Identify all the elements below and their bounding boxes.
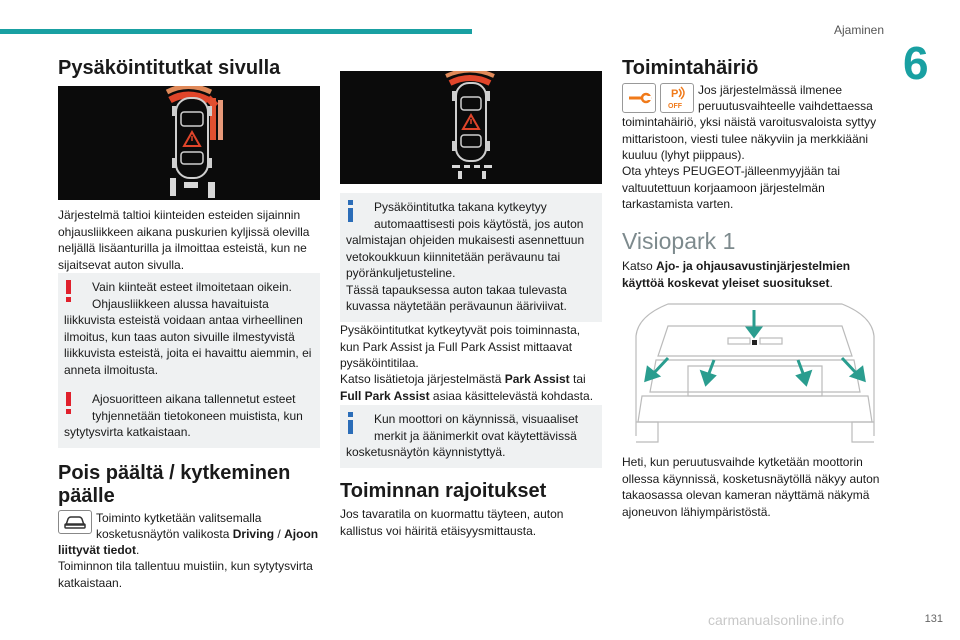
warning-box-1 xyxy=(58,273,320,385)
paragraph-visiopark: Heti, kun peruutusvaihde kytketään moottorin ollessa käynnissä, kosketusnäytöllä näkyy auton takaosassa olevan kameran näyttämä näkymä ajoneuvon lähiympäristöstä. xyxy=(622,455,880,519)
menu-driving: Driving xyxy=(232,527,275,541)
paragraph-intro: Järjestelmä taltioi kiinteiden esteiden sijainnin ohjausliikkeen aikana puskurien kyljissä olevilla neljällä lisäanturilla ja ilmoittaa esteistä, kun ne sijaitsevat auton sivulla. xyxy=(58,208,310,272)
full-park-assist-link: Full Park Assist xyxy=(340,388,430,403)
info-1-rest: valmistajan ohjeiden mukaisesti asennettuun vetokoukkuun kiinnitetään perävaunu tai pyöränkuljetusteline. xyxy=(346,233,585,280)
menu-ajoon-first-word: Ajoon xyxy=(284,527,319,541)
svg-text:P: P xyxy=(671,88,679,100)
warning-box-2 xyxy=(58,385,320,448)
section-title-malfunction: Toimintahäiriö xyxy=(622,57,759,79)
car-settings-icon xyxy=(58,510,92,534)
info-2-line-2: merkit ja äänimerkit ovat käytettävissä xyxy=(374,428,577,443)
park-assist-link: Park Assist xyxy=(504,372,570,386)
section-title-visiopark: Visiopark 1 xyxy=(622,228,736,254)
malfunction-line-2: peruutusvaihteelle vaihdettaessa xyxy=(698,99,873,113)
warning-2-line-1: Ajosuoritteen aikana tallennetut esteet xyxy=(92,392,296,406)
info-i-icon xyxy=(344,200,358,222)
park-sensor-off-icon xyxy=(660,83,694,113)
rear-sensors-illustration xyxy=(340,71,602,184)
info-1-line-1: Pysäköintitutka takana kytkeytyy xyxy=(374,200,547,214)
paragraph-park-assist-ref: Katso lisätietoja järjestelmästä Park Assist tai Full Park Assist asiaa käsittelevästä kohdasta. xyxy=(340,372,594,403)
chapter-number: 6 xyxy=(903,37,929,89)
menu-ajoon-liittyvat: liittyvät tiedot xyxy=(58,543,137,557)
malfunction-rest: toimintahäiriö, yksi näistä varoitusvaloista syttyy mittaristoon, viesti tulee näkyviin ja merkkiääni kuuluu (lyhyt piippaus). xyxy=(622,115,877,162)
warning-2-rest: sytytysvirta katkaistaan. xyxy=(64,425,191,439)
section-title-toggle: Pois päältä / kytkeminen päälle xyxy=(58,462,291,507)
car-top-view-sensor-icon xyxy=(58,86,320,200)
header-accent-bar xyxy=(0,29,472,34)
car-rear-camera-icon xyxy=(628,296,882,444)
warning-1-rest: liikkuvista esteistä voidaan antaa virheellinen ilmoitus, kun taas auton sivuille ilmestyvistä liikkuvista esteistä, joita ei havaittu aiemmin, ei anneta ilmoitusta. xyxy=(64,313,312,377)
wrench-warning-icon xyxy=(622,83,656,113)
paragraph-limitations: Jos tavaratila on kuormattu täyteen, auton kallistus voi häiritä etäisyysmittausta. xyxy=(340,507,564,538)
warning-exclamation-icon xyxy=(62,392,76,414)
info-1-rest-2: Tässä tapauksessa auton takaa tulevasta kuvassa näytetään perävaunun ääriviivat. xyxy=(346,282,567,313)
malfunction-contact: Ota yhteys PEUGEOT-jälleenmyyjään tai valtuutettuun korjaamoon järjestelmän tarkastamista varten. xyxy=(622,164,841,211)
paragraph-activation-line-2: kosketusnäytön valikosta Driving / Ajoon xyxy=(96,527,319,541)
rear-camera-illustration xyxy=(628,296,882,444)
page-number: 131 xyxy=(924,613,943,625)
section-title-side-sensors: Pysäköintitutkat sivulla xyxy=(58,57,281,79)
warning-1-line-1: Vain kiinteät esteet ilmoitetaan oikein. xyxy=(92,280,292,294)
info-box-2 xyxy=(340,405,602,468)
warning-exclamation-icon xyxy=(62,280,76,302)
paragraph-park-assist: Pysäköintitutkat kytkeytyvät pois toiminnasta, kun Park Assist ja Full Park Assist mittaavat pysäköintitilaa. xyxy=(340,323,581,370)
chapter-title: Ajaminen xyxy=(834,23,885,37)
info-box-1 xyxy=(340,193,602,322)
paragraph-activation-line-3: liittyvät tiedot. xyxy=(58,543,140,557)
malfunction-line-1: Jos järjestelmässä ilmenee xyxy=(698,83,843,97)
warning-2-line-2: tyhjennetään tietokoneen muistista, kun xyxy=(92,408,303,423)
paragraph-memory: Toiminnon tila tallentuu muistiin, kun sytytysvirta katkaistaan. xyxy=(58,559,313,590)
info-2-line-1: Kun moottori on käynnissä, visuaaliset xyxy=(374,412,579,426)
info-1-line-2: automaattisesti pois käytöstä, jos auton xyxy=(374,216,584,231)
paragraph-activation-line-1: Toiminto kytketään valitsemalla xyxy=(96,511,262,525)
section-title-limitations: Toiminnan rajoitukset xyxy=(340,480,547,502)
general-recommendations-link: Ajo- ja ohjausavustinjärjestelmien käyttöä koskevat yleiset suositukset xyxy=(622,259,851,290)
warning-1-line-2: Ohjausliikkeen alussa havaituista xyxy=(92,296,269,311)
paragraph-visiopark-ref: Katso Ajo- ja ohjausavustinjärjestelmien käyttöä koskevat yleiset suositukset. xyxy=(622,259,851,290)
info-2-rest: kosketusnäytön käynnistyttyä. xyxy=(346,445,506,459)
side-sensors-illustration xyxy=(58,86,320,200)
watermark: carmanualsonline.info xyxy=(708,612,845,628)
car-rear-view-sensor-icon xyxy=(340,71,602,184)
info-i-icon xyxy=(344,412,358,434)
svg-text:OFF: OFF xyxy=(668,103,682,110)
